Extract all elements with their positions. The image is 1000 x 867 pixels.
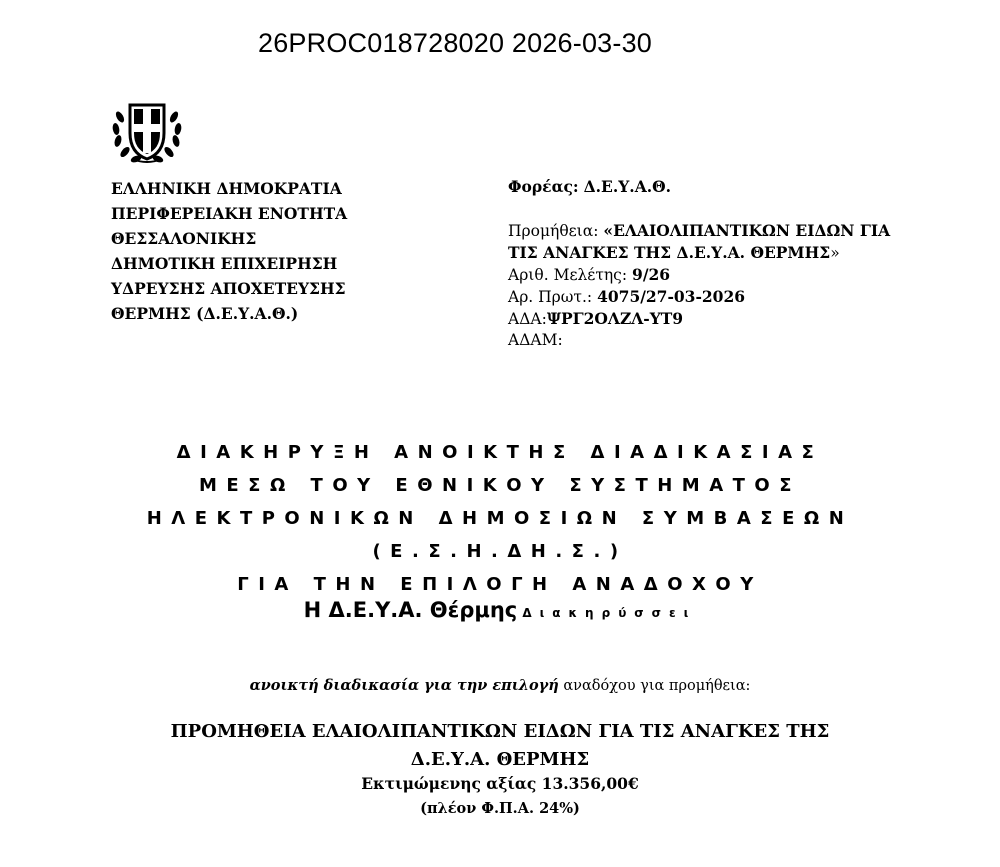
procedure-description [0, 677, 1000, 694]
study-label: Αριθ. Μελέτης: [508, 266, 628, 284]
greek-coat-of-arms-icon [108, 97, 186, 165]
title-line: ΔΙΑΚΗΡΥΞΗ ΑΝΟΙΚΤΗΣ ΔΙΑΔΙΚΑΣΙΑΣ [176, 442, 824, 463]
issuer-line: ΘΕΡΜΗΣ (Δ.Ε.Υ.Α.Θ.) [111, 304, 299, 323]
ada-label: ΑΔΑ: [508, 310, 547, 328]
procedure-part-2: αναδόχου για προμήθεια: [563, 678, 751, 694]
estimated-value: Εκτιμώμενης αξίας 13.356,00€ [361, 774, 639, 793]
ada-row [508, 308, 890, 330]
supply-line-1: ΠΡΟΜΗΘΕΙΑ ΕΛΑΙΟΛΙΠΑΝΤΙΚΩΝ ΕΙΔΩΝ ΓΙΑ ΤΙΣ ΑΝΑΓΚΕΣ ΤΗΣ [170, 721, 830, 742]
title-line: ΜΕΣΩ ΤΟΥ ΕΘΝΙΚΟΥ ΣΥΣΤΗΜΑΤΟΣ [198, 475, 802, 496]
supply-line-2: Δ.Ε.Υ.Α. ΘΕΡΜΗΣ [410, 749, 590, 770]
supply-subject [0, 718, 1000, 774]
issuer-line: ΠΕΡΙΦΕΡΕΙΑΚΗ ΕΝΟΤΗΤΑ [111, 204, 348, 223]
procurement-value-line1: «ΕΛΑΙΟΛΙΠΑΝΤΙΚΩΝ ΕΙΔΩΝ ΓΙΑ [603, 221, 891, 240]
procurement-label: Προμήθεια: [508, 222, 599, 240]
agency-label: Φορέας: [508, 177, 579, 196]
adam-label: ΑΔΑΜ: [508, 331, 563, 349]
ada-value: ΨΡΓ2ΟΛΖΛ-ΥΤ9 [546, 309, 684, 328]
issuer-line: ΥΔΡΕΥΣΗΣ ΑΠΟΧΕΤΕΥΣΗΣ [111, 279, 346, 298]
agency-value: Δ.Ε.Υ.Α.Θ. [583, 177, 672, 196]
tender-metadata [508, 176, 890, 351]
protocol-value: 4075/27-03-2026 [597, 287, 746, 306]
procurement-row [508, 220, 890, 242]
study-row [508, 264, 890, 286]
issuer-line: ΘΕΣΣΑΛΟΝΙΚΗΣ [111, 229, 257, 248]
declaring-organization: Η Δ.Ε.Υ.Α. Θέρμης [303, 598, 518, 622]
title-line: ΗΛΕΚΤΡΟΝΙΚΩΝ ΔΗΜΟΣΙΩΝ ΣΥΜΒΑΣΕΩΝ [146, 508, 854, 529]
issuer-line: ΕΛΛΗΝΙΚΗ ΔΗΜΟΚΡΑΤΙΑ [111, 179, 342, 198]
adam-row [508, 330, 890, 351]
declaration-verb: Διακηρύσσει [522, 606, 697, 620]
declaration-title [0, 436, 1000, 601]
agency-row [508, 176, 890, 198]
protocol-row [508, 286, 890, 308]
procurement-row-2 [508, 242, 890, 264]
declaration-statement [0, 598, 1000, 622]
study-value: 9/26 [632, 265, 671, 284]
issuer-block [111, 176, 347, 326]
issuer-line: ΔΗΜΟΤΙΚΗ ΕΠΙΧΕΙΡΗΣΗ [111, 254, 338, 273]
procurement-value-end: » [830, 244, 840, 262]
protocol-label: Αρ. Πρωτ.: [508, 288, 593, 306]
title-line: ΓΙΑ ΤΗΝ ΕΠΙΛΟΓΗ ΑΝΑΔΟΧΟΥ [237, 574, 763, 595]
procedure-part-1: ανοικτή διαδικασία για την επιλογή [249, 677, 559, 694]
title-line: (Ε.Σ.Η.ΔΗ.Σ.) [372, 541, 628, 562]
document-reference-number: 26PROC018728020 2026-03-30 [258, 28, 652, 58]
procurement-value-line2: ΤΙΣ ΑΝΑΓΚΕΣ ΤΗΣ Δ.Ε.Υ.Α. ΘΕΡΜΗΣ [508, 243, 831, 262]
vat-note: (πλέον Φ.Π.Α. 24%) [420, 800, 580, 817]
